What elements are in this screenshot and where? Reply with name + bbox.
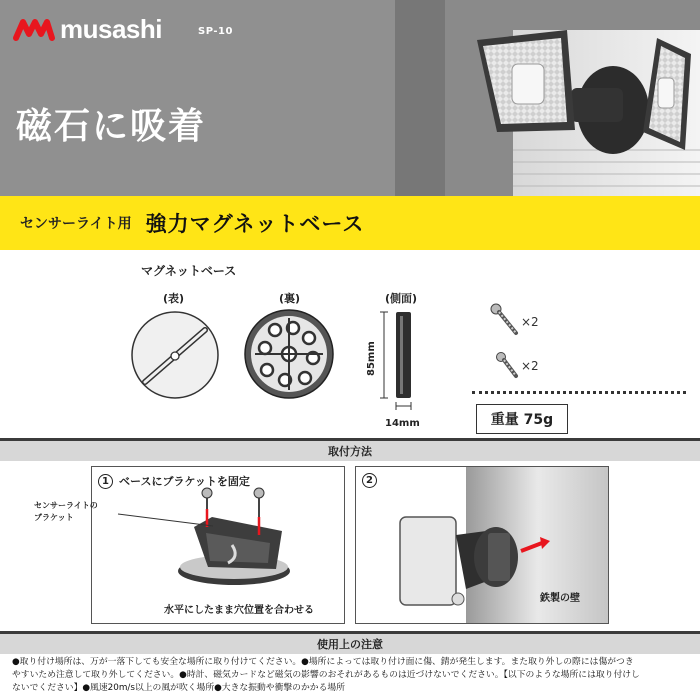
title-banner xyxy=(0,196,700,250)
install-step-2 xyxy=(355,466,609,624)
thickness-dimension: 14mm xyxy=(385,418,420,429)
height-dimension: 85mm xyxy=(366,341,377,376)
brand-name: musashi xyxy=(60,14,162,44)
side-view-drawing xyxy=(378,308,428,418)
weight-box: 重量 75g xyxy=(476,404,568,434)
caution-notes xyxy=(12,656,694,695)
bracket-label xyxy=(34,500,98,524)
caution-line-3: ないでください】●風速20m/s以上の風が吹く場所●大きな振動や衝撃のかかる場所 xyxy=(12,683,345,693)
brand-logo xyxy=(14,14,162,45)
hero-left-panel xyxy=(0,0,395,196)
install-section-bar: 取付方法 xyxy=(0,441,700,461)
musashi-logo-icon xyxy=(14,16,54,44)
product-photo-illustration xyxy=(395,0,700,196)
step-1-caption: 水平にしたまま穴位置を合わせる xyxy=(164,605,314,616)
spec-title: マグネットベース xyxy=(141,264,237,278)
caution-line-1: ●取り付け場所は、万が一落下しても安全な場所に取り付けてください。●場所によっては取り付け面に傷、錆が発生します。また取り外しの際には傷がつき xyxy=(12,657,634,667)
step-2-caption: 鉄製の壁 xyxy=(540,593,580,604)
screw-quantity-1: ×2 xyxy=(521,315,539,329)
bracket-label-line-1: センサーライトの xyxy=(34,501,98,510)
product-photo xyxy=(395,0,700,196)
bracket-label-line-2: ブラケット xyxy=(34,513,74,522)
banner-subtitle: センサーライト用 xyxy=(20,216,132,232)
hero-headline: 磁石に吸着 xyxy=(16,106,207,147)
step-1-illustration xyxy=(172,487,322,597)
front-view-drawing xyxy=(130,310,220,400)
back-view-drawing xyxy=(243,308,335,400)
step-1-number: 1 xyxy=(98,474,113,489)
dotted-divider xyxy=(472,391,686,394)
back-view-label: (裏) xyxy=(279,292,301,305)
install-step-1 xyxy=(91,466,345,624)
front-view-label: (表) xyxy=(163,292,185,305)
screw-icon xyxy=(490,303,520,337)
screw-quantity-2: ×2 xyxy=(521,359,539,373)
side-view-label: (側面) xyxy=(385,292,418,305)
short-screw-icon xyxy=(496,352,520,380)
banner-title: 強力マグネットベース xyxy=(145,212,365,236)
step-2-number: 2 xyxy=(362,473,377,488)
step-1-title: ベースにブラケットを固定 xyxy=(119,475,250,488)
model-number: SP-10 xyxy=(198,26,233,37)
bracket-pointer-line xyxy=(118,512,218,532)
hero-section xyxy=(0,0,700,196)
caution-line-2: やすいため注意して取り外してください。●時計、磁気カードなど磁気の影響のおそれがあるものは近づけないでください。【以下のような場所には取り付けし xyxy=(12,670,640,680)
caution-section-bar: 使用上の注意 xyxy=(0,634,700,654)
